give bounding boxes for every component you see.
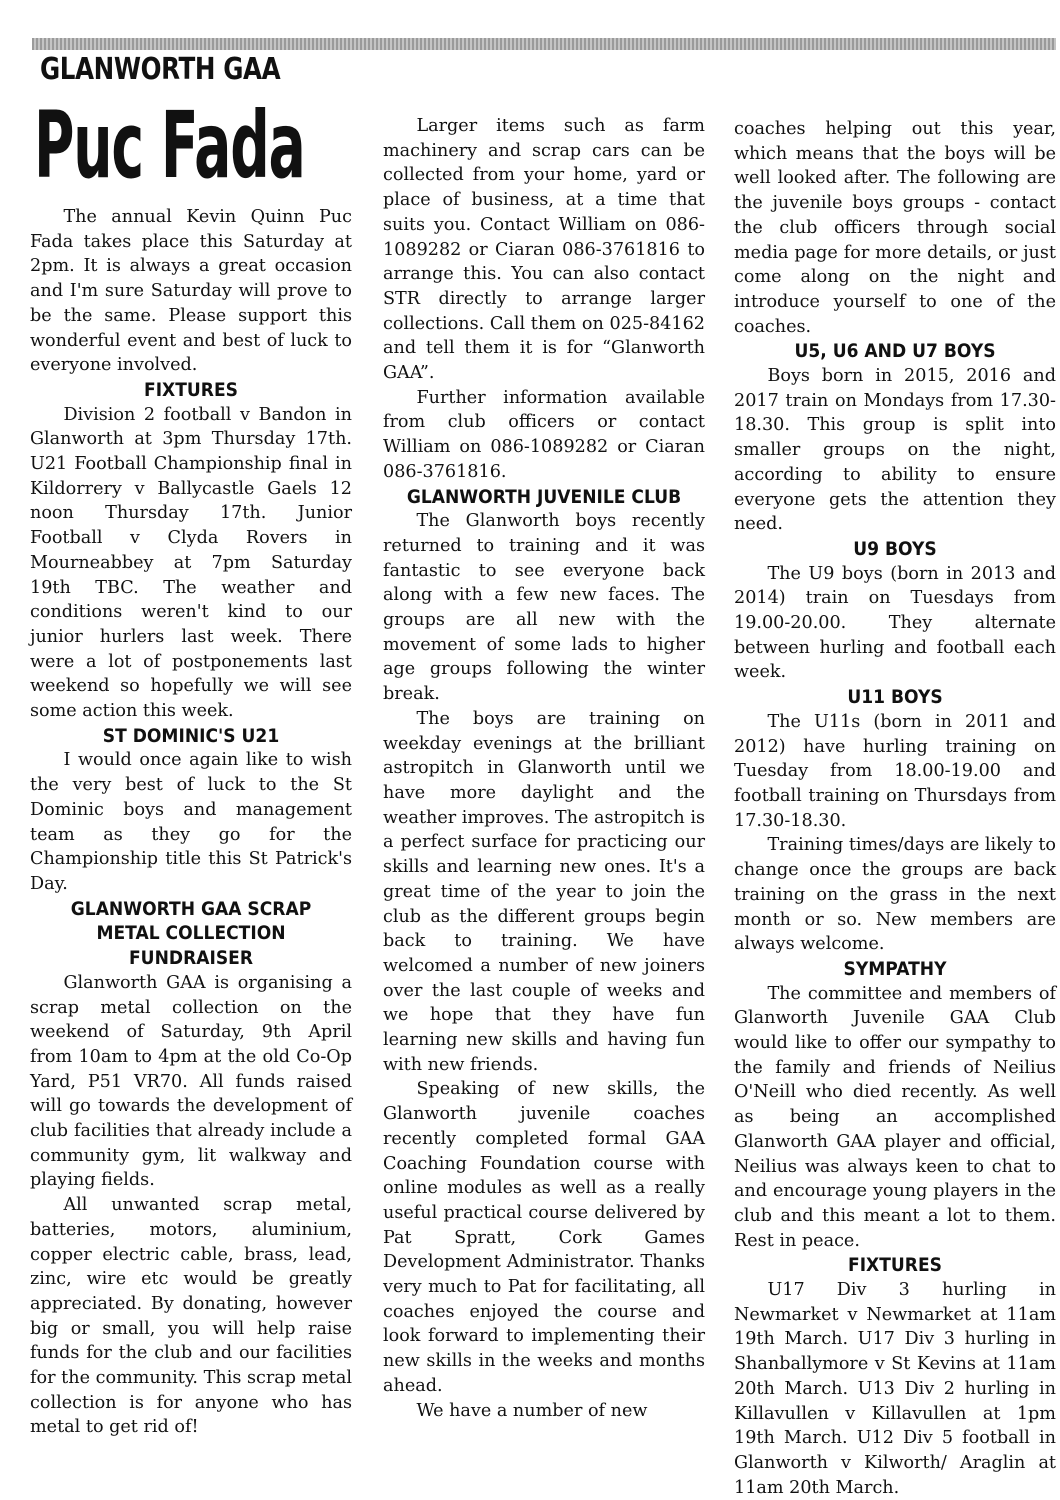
paragraph: Training times/days are likely to change once the groups are back training on the grass in the next month or so. New members are always welcome. [734, 835, 1056, 955]
paragraph: Glanworth GAA is organising a scrap metal collection on the weekend of Saturday, 9th April from 10am to 4pm at the old Co-Op Yard, P51 VR70. All funds raised will go towards the development of club facilities that already include a community gym, lit walkway and playing fields. [30, 972, 352, 1191]
paragraph: I would once again like to wish the very best of luck to the St Dominic boys and management team as they go for the Championship title this St Patrick's Day. [30, 750, 352, 894]
paragraph: Further information available from club officers or contact William on 086-1089282 or Ciaran 086-3761816. [383, 387, 705, 482]
paragraph: The U11s (born in 2011 and 2012) have hurling training on Tuesday from 18.00-19.00 and football training on Thursdays from 17.30-18.30. [734, 711, 1056, 831]
subheading: FIXTURES [144, 378, 238, 401]
paragraph: Division 2 football v Bandon in Glanworth at 3pm Thursday 17th. U21 Football Championship final in Kildorrery v Ballycastle Gaels 12 noon Thursday 17th. Junior Football v Clyda Rovers in Mourneabbey at 7pm Saturday 19th TBC. The weather and conditions weren't kind to our junior hurlers last week. There were a lot of postponements last weekend so hopefully we will see some action this week. [30, 404, 352, 722]
article-column-3 [734, 117, 1056, 1500]
subheading: U9 BOYS [853, 537, 937, 560]
paragraph: The annual Kevin Quinn Puc Fada takes place this Saturday at 2pm. It is always a great occasion and I'm sure Saturday will prove to be the same. Please support this wonderful event and best of luck to everyone involved. [30, 207, 352, 376]
paragraph: The Glanworth boys recently returned to training and it was fantastic to see everyone back along with a few new faces. The groups are all new with the movement of some lads to higher age groups following the winter break. [383, 511, 705, 705]
top-rule [32, 38, 1056, 50]
paragraph: Speaking of new skills, the Glanworth juvenile coaches recently completed formal GAA Coaching Foundation course with online modules as well as a really useful practical course delivered by Pat Spratt, Cork Games Development Administrator. Thanks very much to Pat for facilitating, all coaches enjoyed the course and look forward to implementing their new skills in the weeks and months ahead. [383, 1079, 705, 1396]
subheading: U5, U6 AND U7 BOYS [794, 340, 996, 363]
paragraph: coaches helping out this year, which means that the boys will be well looked after. The following are the juvenile boys groups - contact the club officers through social media page for more details, or just come along on the night and introduce yourself to one of the coaches. [734, 119, 1056, 337]
subheading: SYMPATHY [843, 957, 947, 980]
subheading: ST DOMINIC'S U21 [102, 724, 280, 747]
subheading: U11 BOYS [847, 686, 943, 709]
paragraph: Larger items such as farm machinery and scrap cars can be collected from your home, yard or place of business, at a time that suits you. Contact William on 086-1089282 or Ciaran 086-3761816 to arrange this. You can also contact STR directly to arrange larger collections. Call them on 025-84162 and tell them it is for “Glanworth GAA”. [383, 116, 705, 384]
headline: Puc Fada [34, 92, 305, 199]
subheading: GLANWORTH JUVENILE CLUB [406, 485, 682, 508]
paragraph: Boys born in 2015, 2016 and 2017 train on Mondays from 17.30-18.30. This group is split into smaller groups on the night, according to ability to ensure everyone gets the attention they need. [734, 366, 1056, 535]
paragraph: We have a number of new [416, 1400, 648, 1421]
subheading: GLANWORTH GAA SCRAP METAL COLLECTION FUNDRAISER [70, 897, 312, 970]
paragraph: The U9 boys (born in 2013 and 2014) train on Tuesdays from 19.00-20.00. They alternate between hurling and football each week. [734, 563, 1056, 683]
paragraph: The committee and members of Glanworth Juvenile GAA Club would like to offer our sympathy to the family and friends of Neilius O'Neill who died recently. As well as being an accomplished Glanworth GAA player and official, Neilius was always keen to chat to and encourage young players in the club and this meant a lot to them. Rest in peace. [734, 983, 1056, 1251]
subheading: FIXTURES [848, 1254, 942, 1277]
paragraph: All unwanted scrap metal, batteries, motors, aluminium, copper electric cable, brass, lead, zinc, wire etc would be greatly appreciated. By donating, however big or small, you will help raise funds for the club and our facilities for the community. This scrap metal collection is for anyone who has metal to get rid of! [30, 1195, 352, 1438]
article-column-1 [30, 205, 352, 1440]
paragraph: The boys are training on weekday evenings at the brilliant astropitch in Glanworth until we have more daylight and the weather improves. The astropitch is a perfect surface for practicing our skills and learning new ones. It's a great time of the year to join the club as the different groups begin back to training. We have welcomed a number of new joiners over the last couple of weeks and we hope that they have fun learning new skills and having fun with new friends. [383, 708, 705, 1075]
paragraph: U17 Div 3 hurling in Newmarket v Newmarket at 11am 19th March. U17 Div 3 hurling in Shanballymore v St Kevins at 11am 20th March. U13 Div 2 hurling in Killavullen v Killavullen at 1pm 19th March. U12 Div 5 football in Glanworth v Kilworth/ Araglin at 11am 20th March. [734, 1280, 1056, 1498]
article-column-2 [383, 114, 705, 1423]
section-label: GLANWORTH GAA [40, 52, 281, 87]
